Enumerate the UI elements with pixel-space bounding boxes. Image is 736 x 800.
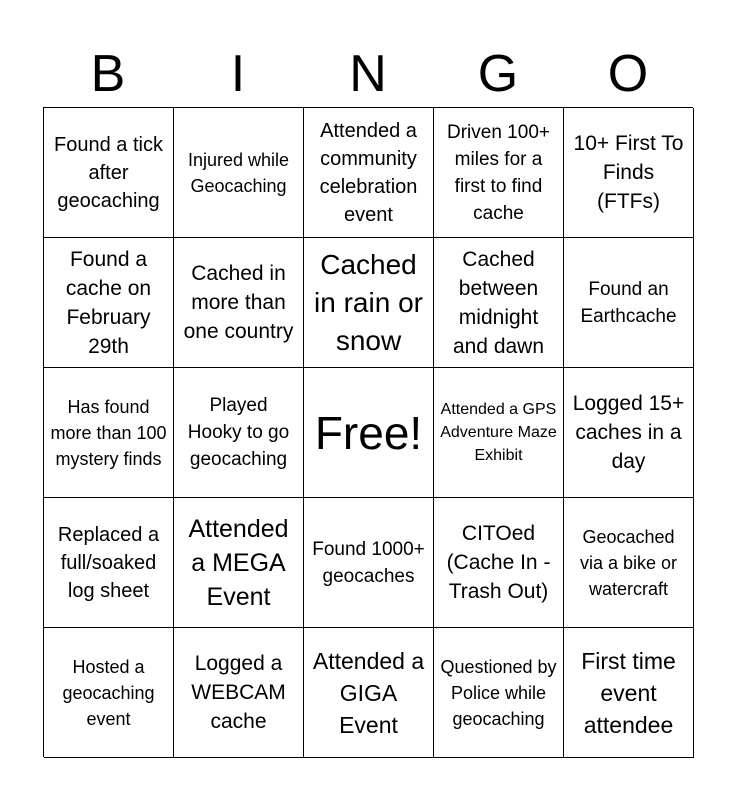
cell-text: CITOed (Cache In - Trash Out) (446, 522, 551, 603)
bingo-cell (434, 498, 564, 628)
cell-text: Attended a GPS Adventure Maze Exhibit (440, 401, 557, 464)
cell-text: Cached in rain or snow (314, 248, 423, 356)
bingo-cell (564, 238, 694, 368)
bingo-cell (564, 108, 694, 238)
cell-text: Injured while Geocaching (187, 149, 290, 196)
bingo-cell (434, 368, 564, 498)
header-letter-b: B (90, 45, 126, 103)
cell-text: Found a cache on February 29th (65, 247, 152, 358)
cell-text: Attended a community celebration event (319, 119, 418, 226)
bingo-cell (174, 368, 304, 498)
bingo-cell (44, 628, 174, 758)
cell-text: Free! (314, 406, 423, 459)
bingo-card-grid (43, 107, 693, 757)
bingo-cell (434, 238, 564, 368)
bingo-cell (434, 628, 564, 758)
header-letter-o: O (607, 45, 649, 103)
bingo-cell (174, 628, 304, 758)
header-letter-i: I (230, 45, 246, 103)
free-space-cell (304, 368, 434, 498)
bingo-cell (44, 238, 174, 368)
cell-text: Has found more than 100 mystery finds (50, 396, 167, 469)
cell-text: First time event attendee (581, 647, 676, 738)
cell-text: Replaced a full/soaked log sheet (57, 523, 160, 602)
cell-text: Driven 100+ miles for a first to find cache (447, 121, 550, 224)
bingo-cell (304, 628, 434, 758)
bingo-cell (564, 498, 694, 628)
header-letter-g: G (477, 45, 519, 103)
bingo-cell (44, 498, 174, 628)
header-letter-n: N (349, 45, 387, 103)
bingo-cell (564, 368, 694, 498)
bingo-cell (304, 238, 434, 368)
cell-text: Hosted a geocaching event (62, 656, 155, 729)
cell-text: Found a tick after geocaching (54, 133, 163, 212)
bingo-cell (44, 368, 174, 498)
bingo-cell (174, 108, 304, 238)
bingo-cell (44, 108, 174, 238)
cell-text: Geocached via a bike or watercraft (579, 526, 678, 599)
bingo-cell (564, 628, 694, 758)
bingo-cell (304, 108, 434, 238)
cell-text: Cached between midnight and dawn (452, 247, 545, 358)
cell-text: Found 1000+ geocaches (312, 538, 425, 587)
bingo-cell (434, 108, 564, 238)
cell-text: Found an Earthcache (580, 278, 677, 327)
cell-text: Questioned by Police while geocaching (440, 656, 557, 729)
cell-text: Attended a GIGA Event (312, 647, 425, 738)
bingo-cell (174, 238, 304, 368)
cell-text: Attended a MEGA Event (188, 514, 289, 611)
cell-text: Logged a WEBCAM cache (191, 652, 286, 733)
bingo-cell (304, 498, 434, 628)
bingo-header (43, 40, 693, 108)
cell-text: Logged 15+ caches in a day (572, 392, 685, 473)
cell-text: 10+ First To Finds (FTFs) (573, 132, 684, 213)
cell-text: Cached in more than one country (183, 262, 294, 343)
cell-text: Played Hooky to go geocaching (187, 395, 290, 470)
bingo-cell (174, 498, 304, 628)
